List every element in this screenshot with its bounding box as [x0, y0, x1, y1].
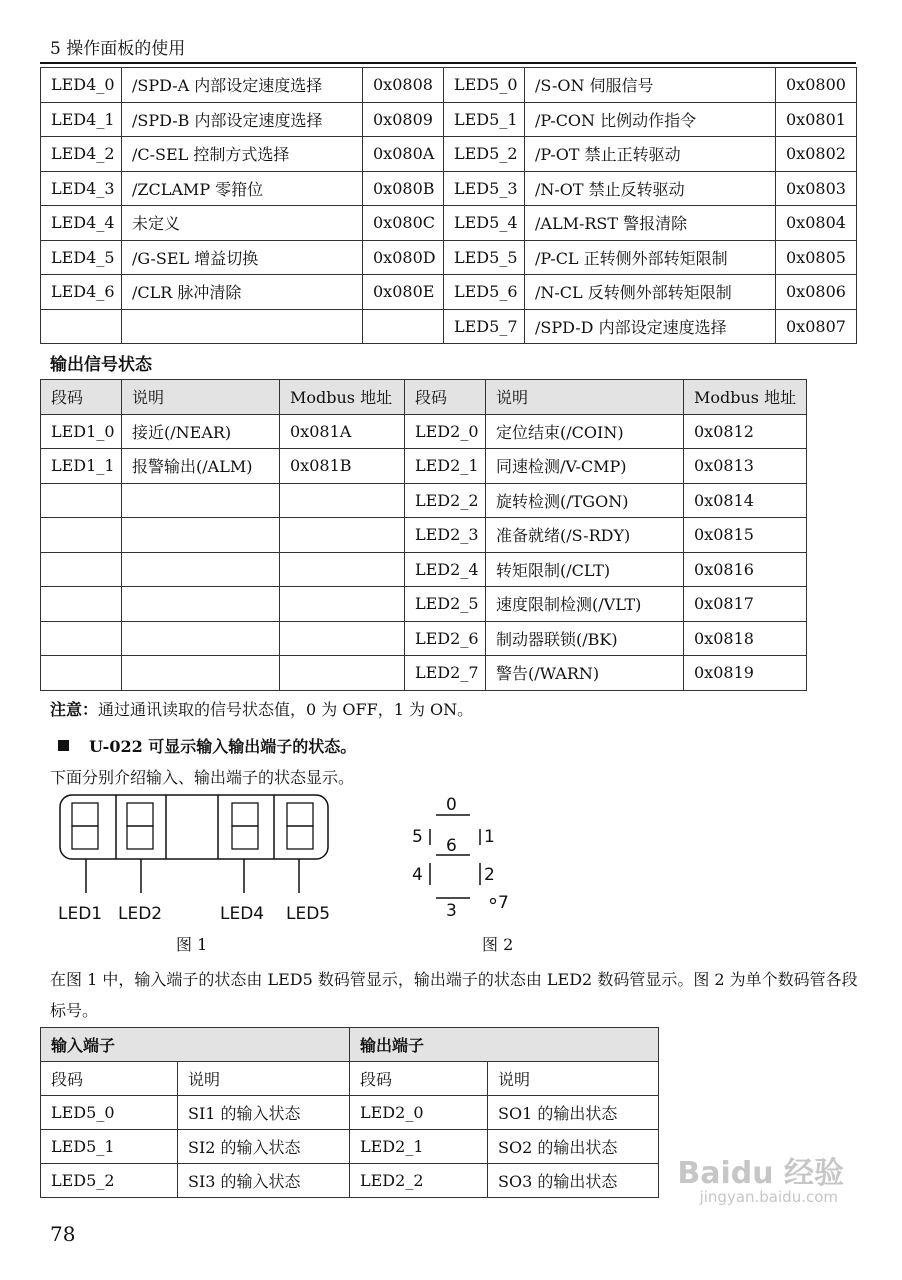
table-cell	[280, 483, 405, 518]
digit-led5	[287, 803, 313, 849]
segment-label-7: 7	[498, 893, 509, 913]
figure-2-caption: 图 2	[482, 935, 514, 954]
table-cell: /SPD-B 内部设定速度选择	[122, 102, 363, 137]
terminal-group-row	[41, 1028, 659, 1062]
header-cell: 说明	[178, 1062, 350, 1096]
table-cell	[41, 552, 122, 587]
output-signal-table	[40, 379, 807, 691]
table-cell: 0x0819	[684, 656, 807, 691]
table-cell	[41, 309, 122, 344]
table-cell: /N-OT 禁止反转驱动	[525, 171, 776, 206]
table-cell: 转矩限制(/CLT)	[486, 552, 684, 587]
body-paragraph: 在图 1 中，输入端子的状态由 LED5 数码管显示，输出端子的状态由 LED2 数码管显示。图 2 为单个数码管各段标号。	[50, 970, 858, 1020]
table-cell: 0x0805	[776, 240, 857, 275]
header-cell: Modbus 地址	[684, 380, 807, 415]
table-cell: LED4_6	[41, 275, 122, 310]
table-cell: LED5_1	[444, 102, 525, 137]
table-row	[41, 414, 807, 449]
table-cell: LED4_0	[41, 68, 122, 103]
table-cell: LED5_4	[444, 206, 525, 241]
table-cell	[41, 587, 122, 622]
table-row	[41, 240, 857, 275]
table-cell: LED4_4	[41, 206, 122, 241]
table-cell: SO3 的输出状态	[488, 1164, 659, 1198]
table-cell: SI3 的输入状态	[178, 1164, 350, 1198]
digit-led1	[72, 803, 98, 849]
note-label: 注意：	[50, 700, 99, 719]
table-cell	[363, 309, 444, 344]
table-cell: 同速检测/V-CMP)	[486, 449, 684, 484]
table-cell: 0x0802	[776, 137, 857, 172]
table-cell	[122, 621, 280, 656]
segment-label-5: 5	[412, 827, 423, 847]
intro-text: 下面分别介绍输入、输出端子的状态显示。	[50, 768, 355, 787]
digit-led2	[127, 803, 153, 849]
led5-label: LED5	[286, 904, 331, 924]
table-row	[41, 1096, 659, 1130]
table-cell: LED2_5	[405, 587, 486, 622]
table-row	[41, 518, 807, 553]
table-cell: /G-SEL 增益切换	[122, 240, 363, 275]
table-cell	[41, 656, 122, 691]
table-cell: LED4_2	[41, 137, 122, 172]
table-row	[41, 137, 857, 172]
table-cell: LED2_4	[405, 552, 486, 587]
table-cell: 准备就绪(/S-RDY)	[486, 518, 684, 553]
header-cell: 段码	[405, 380, 486, 415]
table-row	[41, 102, 857, 137]
table-cell: 0x0804	[776, 206, 857, 241]
table-cell: /SPD-D 内部设定速度选择	[525, 309, 776, 344]
table-cell: SO1 的输出状态	[488, 1096, 659, 1130]
table-cell: 0x0807	[776, 309, 857, 344]
table-cell: 0x080E	[363, 275, 444, 310]
table-cell: LED2_2	[350, 1164, 488, 1198]
watermark-url: jingyan.baidu.com	[699, 1188, 838, 1206]
digit-led4	[232, 803, 258, 849]
segment-label-1: 1	[484, 827, 495, 847]
table-cell: LED5_5	[444, 240, 525, 275]
table-cell: 0x0800	[776, 68, 857, 103]
table-cell	[280, 518, 405, 553]
table-row	[41, 275, 857, 310]
table-cell	[122, 656, 280, 691]
header-cell: 说明	[122, 380, 280, 415]
table-cell: 旋转检测(/TGON)	[486, 483, 684, 518]
table-cell: /P-CL 正转侧外部转矩限制	[525, 240, 776, 275]
table-cell: /CLR 脉冲清除	[122, 275, 363, 310]
table-cell	[41, 483, 122, 518]
table-cell: SI1 的输入状态	[178, 1096, 350, 1130]
table-cell: LED1_0	[41, 414, 122, 449]
table-cell: LED5_3	[444, 171, 525, 206]
table-cell: 0x080C	[363, 206, 444, 241]
table-cell: LED2_1	[405, 449, 486, 484]
table-cell: 0x0809	[363, 102, 444, 137]
table-cell: SO2 的输出状态	[488, 1130, 659, 1164]
segment-label-6: 6	[446, 836, 457, 856]
output-section-title: 输出信号状态	[50, 355, 152, 375]
table-cell: 报警输出(/ALM)	[122, 449, 280, 484]
table-cell: LED5_2	[41, 1164, 178, 1198]
table-cell: LED2_0	[350, 1096, 488, 1130]
segment-label-4: 4	[412, 865, 423, 885]
page-header-title: 5 操作面板的使用	[50, 39, 186, 59]
table-cell: 0x0812	[684, 414, 807, 449]
table-cell: LED4_1	[41, 102, 122, 137]
table-row	[41, 68, 857, 103]
table-cell: LED1_1	[41, 449, 122, 484]
table-cell: 定位结束(/COIN)	[486, 414, 684, 449]
bullet-heading	[58, 734, 356, 757]
table-row	[41, 171, 857, 206]
table-cell: 0x0814	[684, 483, 807, 518]
header-cell: 说明	[486, 380, 684, 415]
square-bullet-icon	[58, 740, 69, 751]
table-row	[41, 1130, 659, 1164]
table-cell: 0x0813	[684, 449, 807, 484]
table-cell	[41, 518, 122, 553]
table-cell: /ALM-RST 警报清除	[525, 206, 776, 241]
table-cell: LED2_3	[405, 518, 486, 553]
table-cell: 0x0808	[363, 68, 444, 103]
table-cell: LED2_1	[350, 1130, 488, 1164]
table-cell	[280, 552, 405, 587]
table-cell: LED5_0	[444, 68, 525, 103]
table-cell: /ZCLAMP 零箝位	[122, 171, 363, 206]
table-cell: 0x0803	[776, 171, 857, 206]
table-row	[41, 206, 857, 241]
table-cell: LED4_5	[41, 240, 122, 275]
table-row	[41, 621, 807, 656]
table-row	[41, 1164, 659, 1198]
header-rule	[40, 62, 856, 64]
table-cell: SI2 的输入状态	[178, 1130, 350, 1164]
table-cell: /C-SEL 控制方式选择	[122, 137, 363, 172]
table-cell: LED5_0	[41, 1096, 178, 1130]
bullet-text: U-022 可显示输入输出端子的状态。	[89, 737, 357, 756]
header-cell: 段码	[41, 380, 122, 415]
segment-label-2: 2	[484, 865, 495, 885]
table-cell: /N-CL 反转侧外部转矩限制	[525, 275, 776, 310]
table-cell	[122, 552, 280, 587]
table-row	[41, 552, 807, 587]
table-cell: 未定义	[122, 206, 363, 241]
table-cell: /SPD-A 内部设定速度选择	[122, 68, 363, 103]
table-cell: 0x080D	[363, 240, 444, 275]
figure-1-caption: 图 1	[176, 935, 208, 954]
table-row	[41, 449, 807, 484]
table-cell: /P-CON 比例动作指令	[525, 102, 776, 137]
table-cell	[280, 587, 405, 622]
figure-2-segment-diagram	[408, 793, 528, 928]
input-signal-table	[40, 67, 857, 344]
table-cell: LED5_6	[444, 275, 525, 310]
led2-label: LED2	[118, 904, 163, 924]
table-cell: /P-OT 禁止正转驱动	[525, 137, 776, 172]
segment-label-3: 3	[446, 901, 457, 921]
segment-label-0: 0	[446, 795, 457, 815]
header-cell: 段码	[41, 1062, 178, 1096]
table-cell: 警告(/WARN)	[486, 656, 684, 691]
watermark-brand: Baidu 经验	[677, 1156, 844, 1191]
table-cell	[41, 621, 122, 656]
table-cell: 0x080A	[363, 137, 444, 172]
table-cell: LED5_1	[41, 1130, 178, 1164]
table-row	[41, 483, 807, 518]
table-cell	[280, 621, 405, 656]
table-cell: LED5_7	[444, 309, 525, 344]
table-cell: 0x081A	[280, 414, 405, 449]
group-input-cell: 输入端子	[41, 1028, 350, 1062]
led1-label: LED1	[58, 904, 103, 924]
table-cell: 接近(/NEAR)	[122, 414, 280, 449]
table-cell: 0x0818	[684, 621, 807, 656]
led4-label: LED4	[220, 904, 265, 924]
table-cell: LED2_7	[405, 656, 486, 691]
table-cell	[122, 518, 280, 553]
terminal-state-table	[40, 1027, 659, 1198]
table-row	[41, 656, 807, 691]
table-cell: LED2_0	[405, 414, 486, 449]
group-output-cell: 输出端子	[350, 1028, 659, 1062]
table-cell	[122, 309, 363, 344]
page-number: 78	[50, 1222, 76, 1246]
output-table-header	[41, 380, 807, 415]
note-text: 通过通讯读取的信号状态值，0 为 OFF，1 为 ON。	[98, 700, 474, 719]
table-cell: 速度限制检测(/VLT)	[486, 587, 684, 622]
table-cell	[122, 483, 280, 518]
table-cell: 0x081B	[280, 449, 405, 484]
table-cell: 0x0815	[684, 518, 807, 553]
table-cell: 0x0806	[776, 275, 857, 310]
table-cell: 制动器联锁(/BK)	[486, 621, 684, 656]
header-cell: 说明	[488, 1062, 659, 1096]
table-cell: 0x080B	[363, 171, 444, 206]
header-cell: Modbus 地址	[280, 380, 405, 415]
note	[50, 697, 473, 720]
table-cell	[122, 587, 280, 622]
terminal-header-row	[41, 1062, 659, 1096]
table-cell: 0x0817	[684, 587, 807, 622]
table-cell: 0x0801	[776, 102, 857, 137]
table-cell: LED4_3	[41, 171, 122, 206]
table-cell: 0x0816	[684, 552, 807, 587]
table-cell: LED2_2	[405, 483, 486, 518]
table-row	[41, 309, 857, 344]
table-cell: LED2_6	[405, 621, 486, 656]
table-cell: /S-ON 伺服信号	[525, 68, 776, 103]
header-cell: 段码	[350, 1062, 488, 1096]
table-row	[41, 587, 807, 622]
table-cell: LED5_2	[444, 137, 525, 172]
table-cell	[280, 656, 405, 691]
